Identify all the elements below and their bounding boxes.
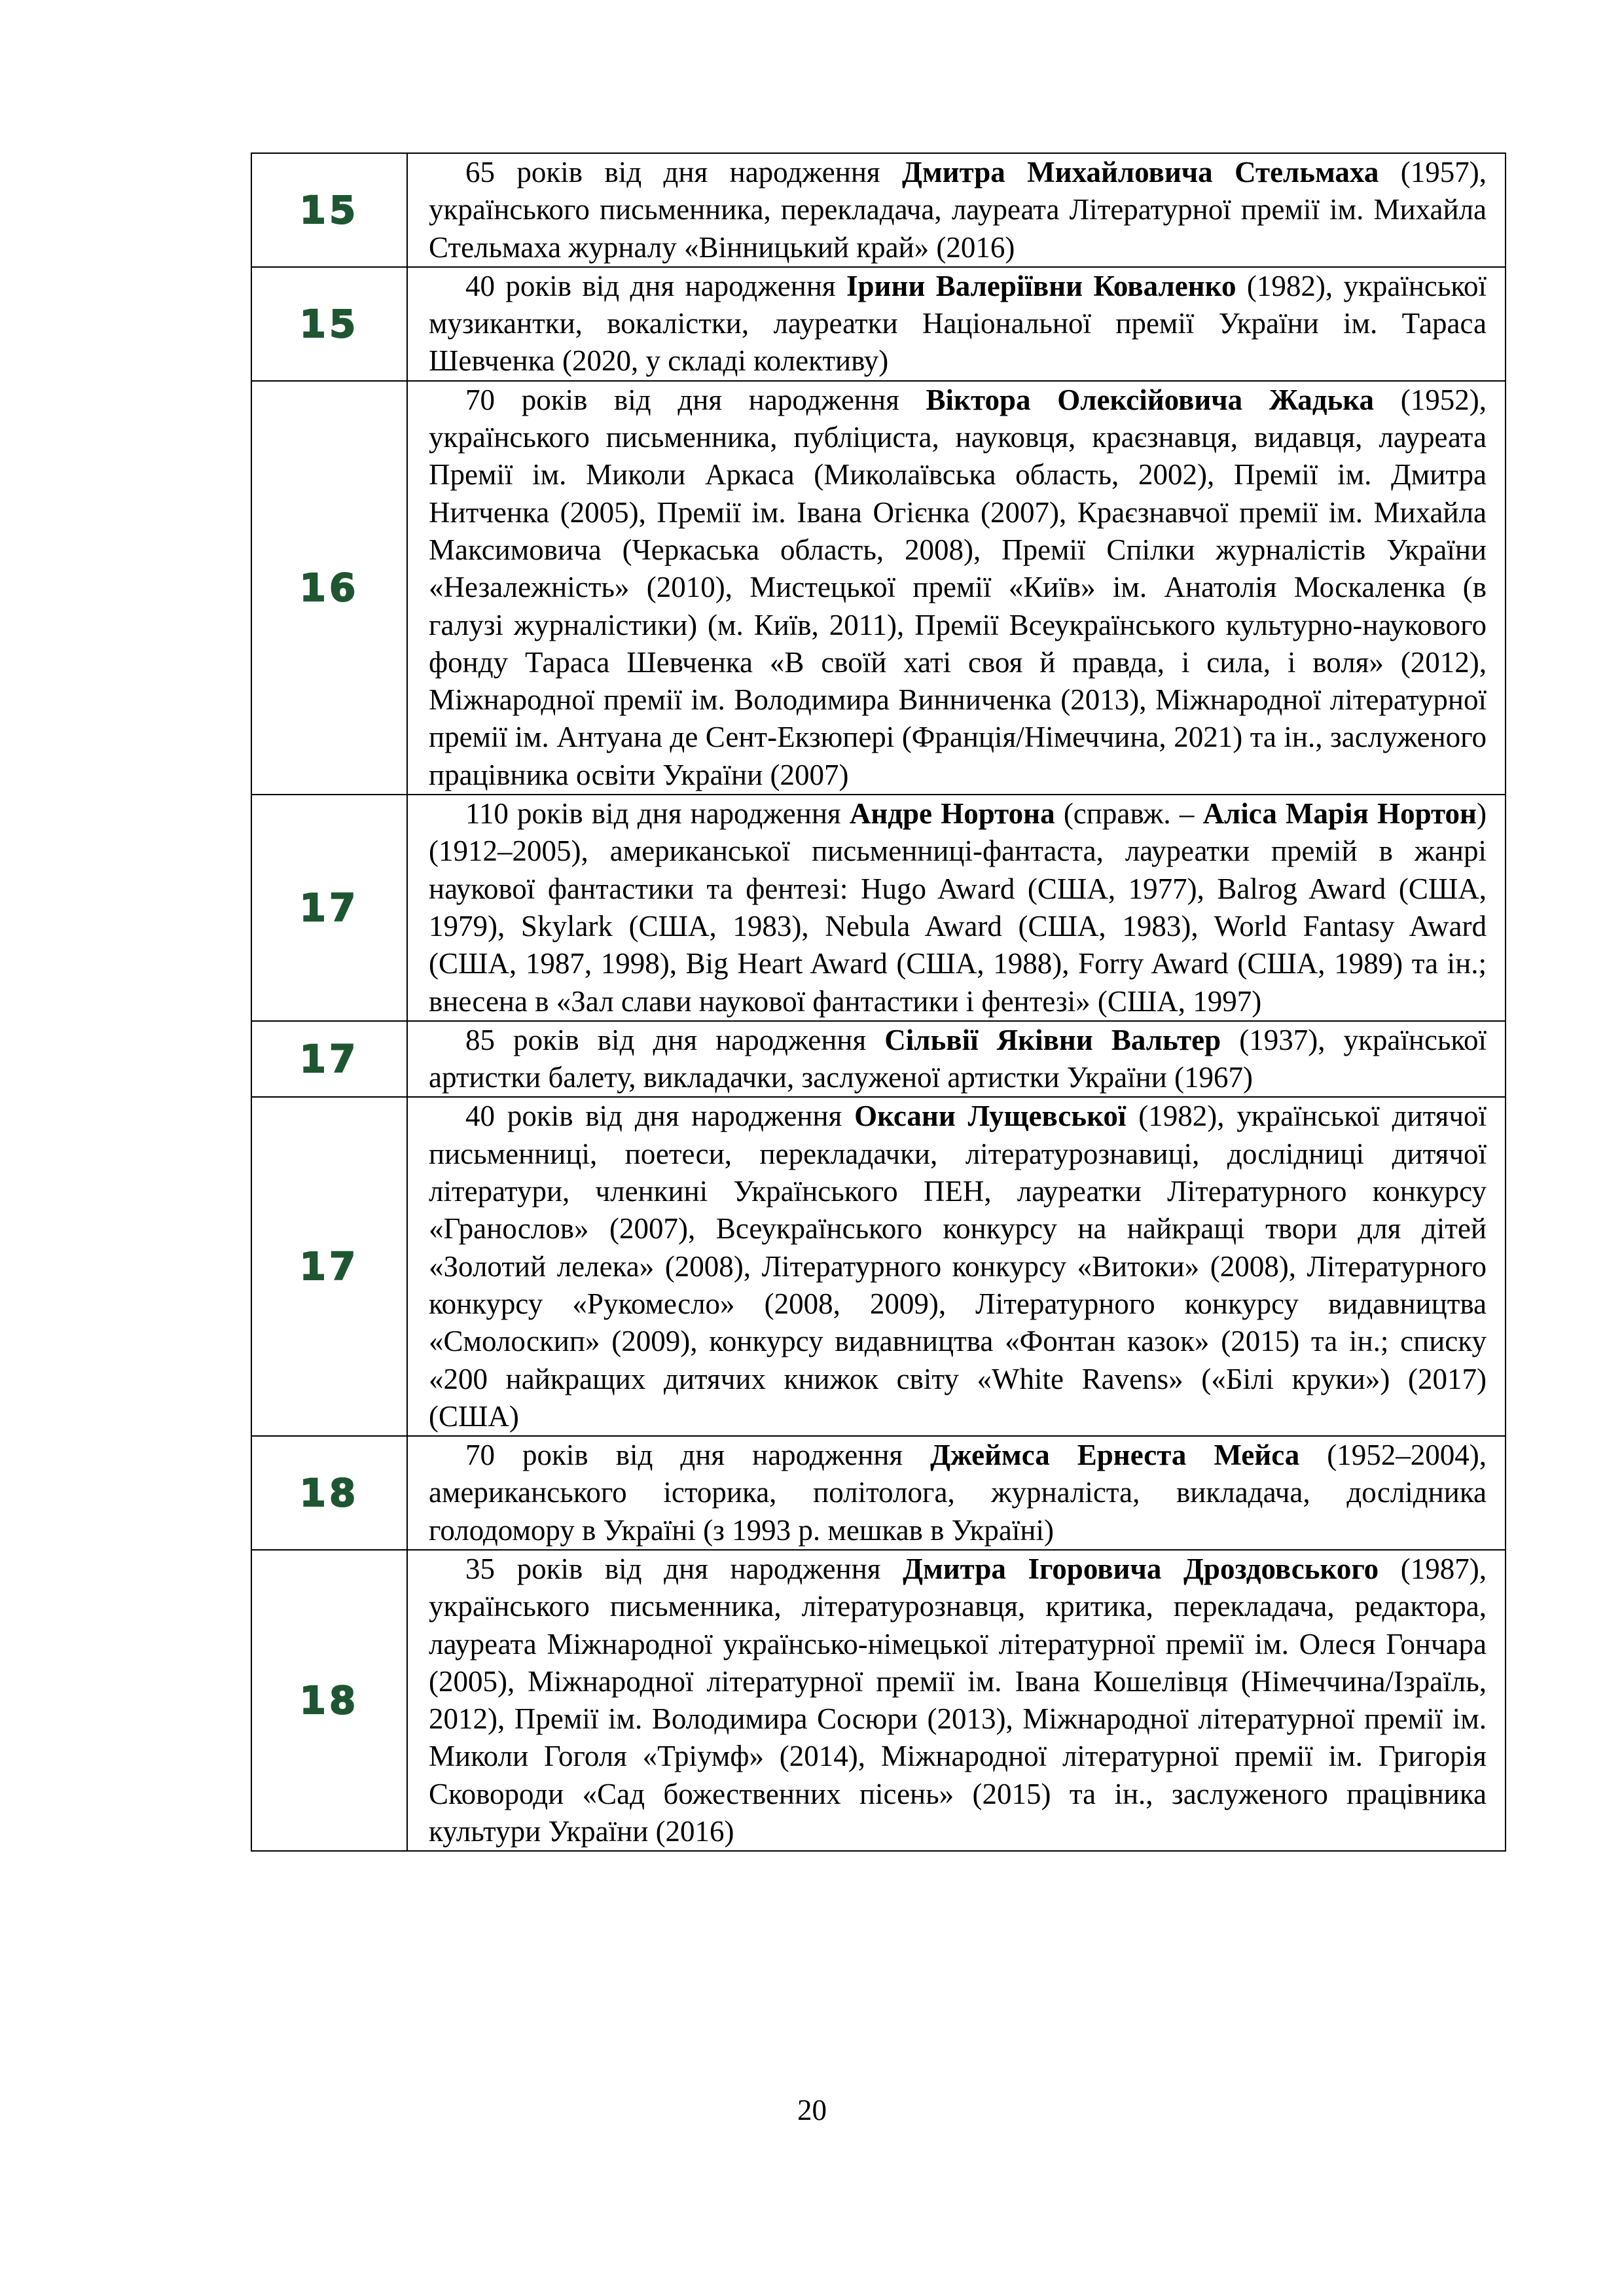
anniversary-table — [251, 152, 1506, 1852]
description-cell — [407, 795, 1506, 1021]
entry-description — [429, 1022, 1487, 1097]
date-number: 18 — [299, 1471, 359, 1516]
entry-note: (справж. – — [1055, 797, 1203, 831]
entry-description — [429, 154, 1487, 266]
date-cell — [251, 795, 407, 1021]
table-row — [251, 1021, 1506, 1098]
entry-intro: 70 років від дня народження — [465, 383, 926, 416]
entry-intro: 35 років від дня народження — [465, 1552, 903, 1585]
date-cell — [251, 153, 407, 267]
entry-details: (1957), українського письменника, перекладача, лауреата Літературної премії ім. Михайла Стельмаха журналу «Вінницький край» (2016) — [429, 156, 1487, 264]
date-cell — [251, 1436, 407, 1550]
entry-description — [429, 268, 1487, 380]
entry-description — [429, 1437, 1487, 1549]
entry-details: (1937), української артистки балету, викладачки, заслуженої артистки України (1967) — [429, 1023, 1487, 1094]
date-number: 15 — [299, 187, 359, 232]
date-number: 18 — [299, 1678, 359, 1723]
description-cell — [407, 153, 1506, 267]
date-number: 16 — [299, 565, 359, 610]
date-number: 17 — [299, 1037, 359, 1082]
description-cell — [407, 1097, 1506, 1436]
entry-intro: 110 років від дня народження — [465, 797, 850, 831]
date-cell — [251, 381, 407, 795]
table-row — [251, 1097, 1506, 1436]
table-row — [251, 267, 1506, 381]
entry-details: ) (1912–2005), американської письменниці-фантаста, лауреатки премій в жанрі наукової фантастики та фентезі: Hugo Award (США, 1977), Balrog Award (США, 1979), Skylark (США, 1983), Nebula Award (США, 1983), World Fantasy Award (США, 1987, 1998), Big Heart Award (США, 1988), Forry Award (США, 1989) та ін.; внесена в «Зал слави наукової фантастики і фентезі» (США, 1997) — [429, 797, 1487, 1018]
real-name: Аліса Марія Нортон — [1202, 797, 1477, 831]
description-cell — [407, 381, 1506, 795]
description-cell — [407, 1021, 1506, 1098]
date-cell — [251, 267, 407, 381]
person-name: Сільвії Яківни Вальтер — [884, 1023, 1221, 1056]
entry-intro: 40 років від дня народження — [465, 1100, 855, 1133]
entry-details: (1982), української дитячої письменниці, поетеси, перекладачки, літературознавиці, дослідниці дитячої літератури, членкині Українського ПЕН, лауреатки Літературного конкурсу «Гранослов» (2007), Всеукраїнського конкурсу на найкращі твори для дітей «Золотий лелека» (2008), Літературного конкурсу «Витоки» (2008), Літературного конкурсу «Рукомесло» (2008, 2009), Літературного конкурсу видавництва «Смолоскип» (2009), конкурсу видавництва «Фонтан казок» (2015) та ін.; списку «200 найкращих дитячих книжок світу «White Ravens» («Білі круки») (2017) (США) — [429, 1100, 1487, 1433]
person-name: Ірини Валеріївни Коваленко — [846, 269, 1236, 302]
date-cell — [251, 1550, 407, 1851]
person-name: Віктора Олексійовича Жадька — [926, 383, 1375, 416]
table-row — [251, 153, 1506, 267]
entry-details: (1952–2004), американського історика, політолога, журналіста, викладача, дослідника голодомору в Україні (з 1993 р. мешкав в Україні) — [429, 1439, 1487, 1547]
entry-intro: 65 років від дня народження — [465, 156, 903, 188]
person-name: Андре Нортона — [849, 797, 1055, 831]
entry-description — [429, 795, 1487, 1020]
entry-intro: 85 років від дня народження — [465, 1023, 885, 1056]
date-number: 17 — [299, 1244, 359, 1289]
table-row — [251, 381, 1506, 795]
table-row — [251, 795, 1506, 1021]
date-cell — [251, 1097, 407, 1436]
table-row — [251, 1436, 1506, 1550]
person-name: Дмитра Михайловича Стельмаха — [902, 156, 1379, 188]
entry-intro: 40 років від дня народження — [465, 269, 847, 302]
entry-description — [429, 1551, 1487, 1850]
person-name: Джеймса Ернеста Мейса — [930, 1439, 1300, 1472]
date-number: 17 — [299, 885, 359, 930]
entry-details: (1952), українського письменника, публіциста, науковця, краєзнавця, видавця, лауреата Премії ім. Миколи Аркаса (Миколаївська область, 2002), Премії ім. Дмитра Нитченка (2005), Премії ім. Івана Огієнка (2007), Краєзнавчої премії ім. Михайла Максимовича (Черкаська область, 2008), Премії Спілки журналістів України «Незалежність» (2010), Мистецької премії «Київ» ім. Анатолія Москаленка (в галузі журналістики) (м. Київ, 2011), Премії Всеукраїнського культурно-наукового фонду Тараса Шевченка «В своїй хаті своя й правда, і сила, і воля» (2012), Міжнародної премії ім. Володимира Винниченка (2013), Міжнародної літературної премії ім. Антуана де Сент-Екзюпері (Франція/Німеччина, 2021) та ін., заслуженого працівника освіти України (2007) — [429, 383, 1487, 791]
person-name: Оксани Лущевської — [854, 1100, 1127, 1133]
entry-description — [429, 1098, 1487, 1435]
person-name: Дмитра Ігоровича Дроздовського — [903, 1552, 1379, 1585]
entry-details: (1982), української музикантки, вокалістки, лауреатки Національної премії України ім. Тараса Шевченка (2020, у складі колективу) — [429, 269, 1487, 378]
entry-intro: 70 років від дня народження — [465, 1439, 931, 1472]
date-number: 15 — [299, 301, 359, 346]
date-cell — [251, 1021, 407, 1098]
description-cell — [407, 1436, 1506, 1550]
entry-description — [429, 382, 1487, 794]
description-cell — [407, 1550, 1506, 1851]
entry-details: (1987), українського письменника, літературознавця, критика, перекладача, редактора, лауреата Міжнародної українсько-німецької літературної премії ім. Олеся Гончара (2005), Міжнародної літературної премії ім. Івана Кошелівця (Німеччина/Ізраїль, 2012), Премії ім. Володимира Сосюри (2013), Міжнародної літературної премії ім. Миколи Гоголя «Тріумф» (2014), Міжнародної літературної премії ім. Григорія Сковороди «Сад божественних пісень» (2015) та ін., заслуженого працівника культури України (2016) — [429, 1552, 1487, 1848]
page-number: 20 — [797, 2094, 827, 2126]
description-cell — [407, 267, 1506, 381]
table-row — [251, 1550, 1506, 1851]
